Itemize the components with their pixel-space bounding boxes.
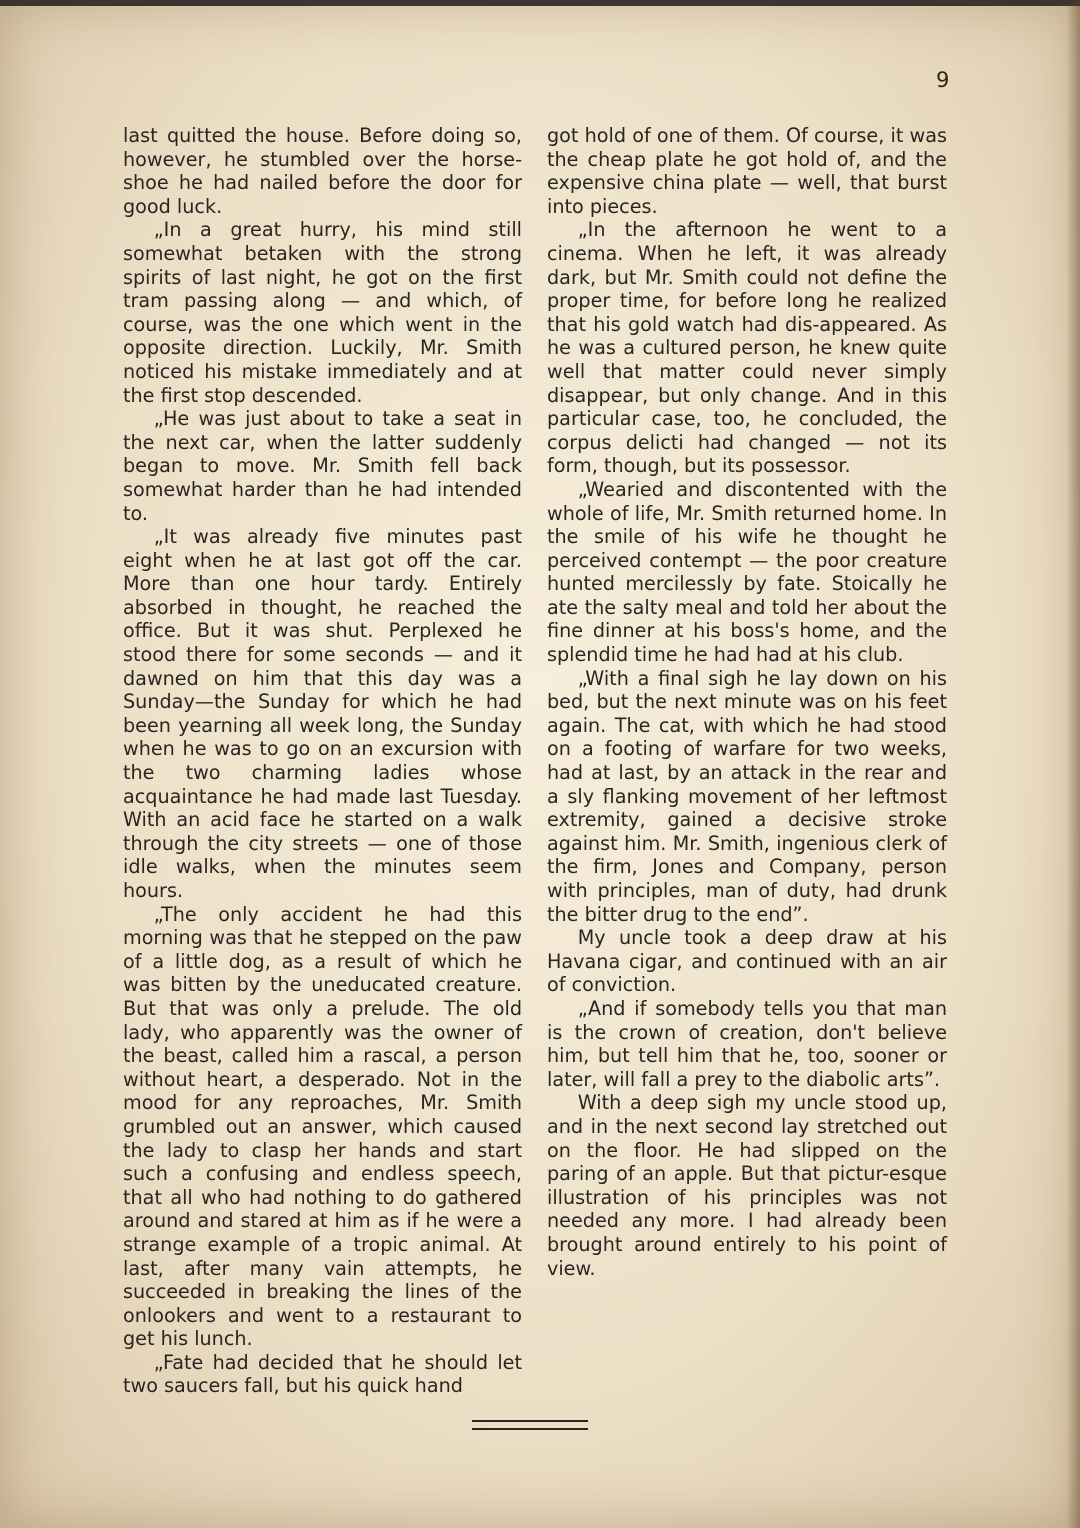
end-of-article-rule	[472, 1420, 588, 1430]
paragraph: „In the afternoon he went to a cinema. When he left, it was already dark, but Mr. Smith could not define the proper time, for before long he realized that his gold watch had dis-appeared. As he was a cultured person, he knew quite well that matter could never simply disappear, but only change. And in this particular case, too, he concluded, the corpus delicti had changed — not its form, though, but its possessor.	[547, 218, 947, 478]
paragraph: With a deep sigh my uncle stood up, and in the next second lay stretched out on the floor. He had slipped on the paring of an apple. But that pictur-esque illustration of his principles was not needed any more. I had already been brought around entirely to his point of view.	[547, 1091, 947, 1280]
right-column	[547, 124, 947, 1280]
paragraph: „Wearied and discontented with the whole of life, Mr. Smith returned home. In the smile of his wife he thought he perceived contempt — the poor creature hunted mercilessly by fate. Stoically he ate the salty meal and told her about the fine dinner at his boss's home, and the splendid time he had had at his club.	[547, 477, 947, 667]
paragraph: „It was already five minutes past eight when he at last got off the car. More than one hour tardy. Entirely absorbed in thought, he reached the office. But it was shut. Perplexed he stood there for some seconds — and it dawned on him that this day was a Sunday—the Sunday for which he had been yearning all week long, the Sunday when he was to go on an excursion with the two charming ladies whose acquaintance he had made last Tuesday. With an acid face he started on a walk through the city streets — one of those idle walks, when the minutes seem hours.	[123, 525, 522, 902]
paragraph: „Fate had decided that he should let two saucers fall, but his quick hand	[123, 1350, 522, 1398]
paragraph: My uncle took a deep draw at his Havana cigar, and continued with an air of conviction.	[547, 926, 947, 997]
paragraph: „In a great hurry, his mind still somewhat betaken with the strong spirits of last night, he got on the first tram passing along — and which, of course, was the one which went in the opposite direction. Luckily, Mr. Smith noticed his mistake immediately and at the first stop descended.	[123, 218, 522, 407]
paragraph: „With a final sigh he lay down on his bed, but the next minute was on his feet again. The cat, with which he had stood on a footing of warfare for two weeks, had at last, by an attack in the rear and a sly flanking movement of her leftmost extremity, gained a decisive stroke against him. Mr. Smith, ingenious clerk of the firm, Jones and Company, person with principles, man of duty, had drunk the bitter drug to the end”.	[547, 666, 947, 926]
paragraph: last quitted the house. Before doing so, however, he stumbled over the horse-shoe he had nailed before the door for good luck.	[123, 124, 522, 218]
paragraph: „He was just about to take a seat in the next car, when the latter suddenly began to move. Mr. Smith fell back somewhat harder than he had intended to.	[123, 407, 522, 525]
paragraph: „And if somebody tells you that man is the crown of creation, don't believe him, but tell him that he, too, sooner or later, will fall a prey to the diabolic arts”.	[547, 996, 947, 1091]
page-number: 9	[936, 68, 950, 92]
paragraph: „The only accident he had this morning was that he stepped on the paw of a little dog, as a result of which he was bitten by the uneducated creature. But that was only a prelude. The old lady, who apparently was the owner of the beast, called him a rascal, a person without heart, a desperado. Not in the mood for any reproaches, Mr. Smith grumbled out an answer, which caused the lady to clasp her hands and start such a confusing and endless speech, that all who had nothing to do gathered around and stared at him as if he were a strange example of a tropic animal. At last, after many vain attempts, he succeeded in breaking the lines of the onlookers and went to a restaurant to get his lunch.	[123, 902, 522, 1351]
left-column	[123, 124, 522, 1398]
paragraph: got hold of one of them. Of course, it was the cheap plate he got hold of, and the expensive china plate — well, that burst into pieces.	[547, 124, 947, 218]
